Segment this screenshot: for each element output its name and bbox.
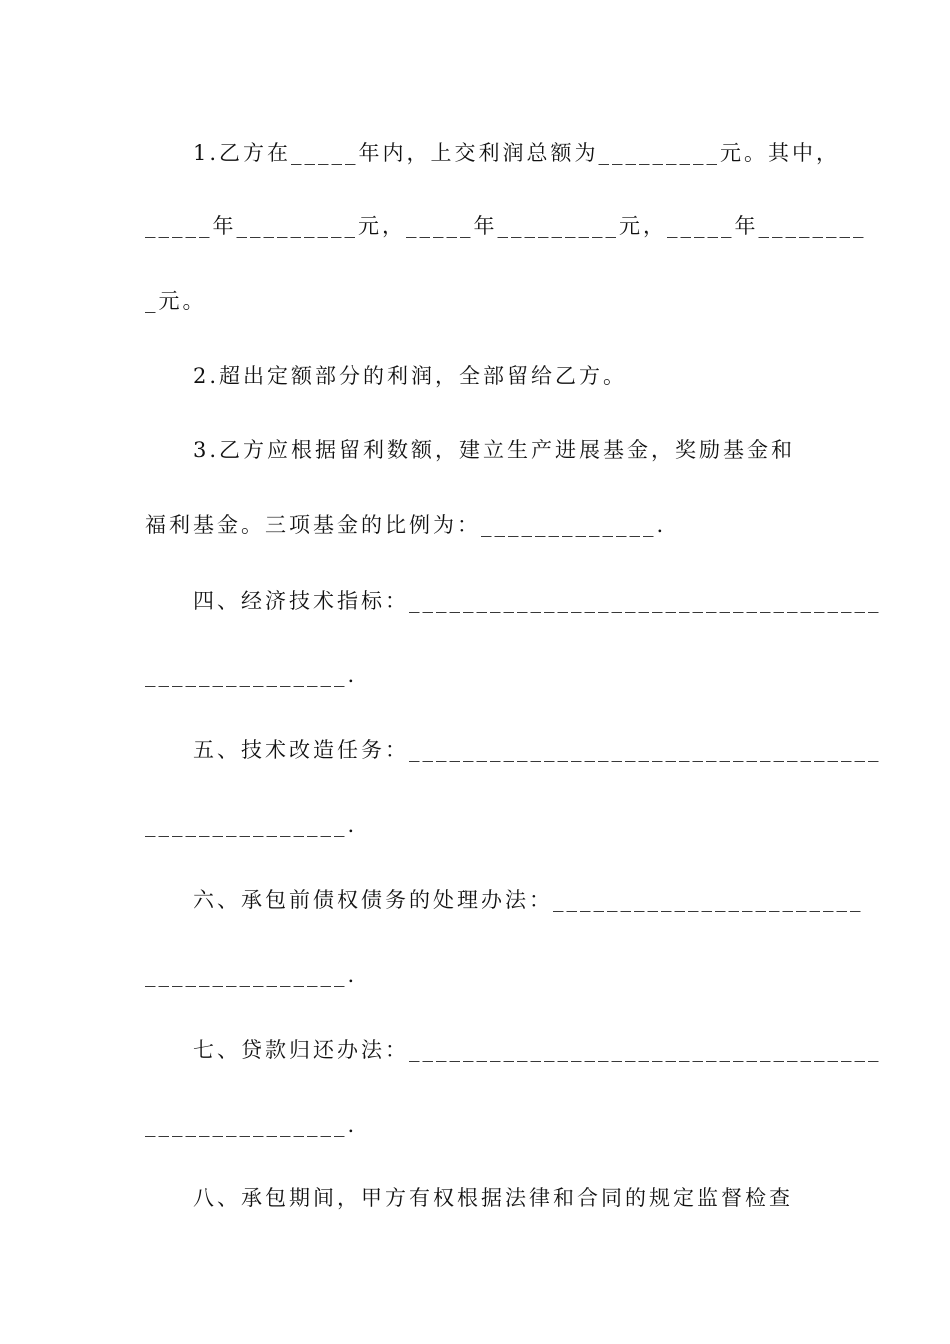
section-four-blank: _______________.	[145, 663, 358, 687]
section-six-blank: _______________.	[145, 963, 358, 987]
paragraph-excess-profit: 2.超出定额部分的利润，全部留给乙方。	[193, 364, 628, 388]
paragraph-funds-line-2: 福利基金。三项基金的比例为：_____________.	[145, 513, 667, 537]
section-seven-blank: _______________.	[145, 1113, 358, 1137]
section-five-heading: 五、技术改造任务：___________________________________	[193, 738, 882, 762]
section-seven-heading: 七、贷款归还办法：___________________________________	[193, 1038, 882, 1062]
section-four-heading: 四、经济技术指标：___________________________________	[193, 589, 882, 613]
paragraph-profit-quota-line-1: 1.乙方在_____年内，上交利润总额为_________元。其中，	[193, 141, 841, 165]
section-eight-heading: 八、承包期间，甲方有权根据法律和合同的规定监督检查	[193, 1186, 793, 1210]
paragraph-funds-line-1: 3.乙方应根据留利数额，建立生产进展基金，奖励基金和	[193, 438, 796, 462]
section-five-blank: _______________.	[145, 813, 358, 837]
section-six-heading: 六、承包前债权债务的处理办法：_______________________	[193, 888, 864, 912]
paragraph-profit-quota-line-3: _元。	[145, 289, 207, 313]
paragraph-profit-quota-line-2: _____年_________元，_____年_________元，_____年________	[145, 214, 867, 238]
